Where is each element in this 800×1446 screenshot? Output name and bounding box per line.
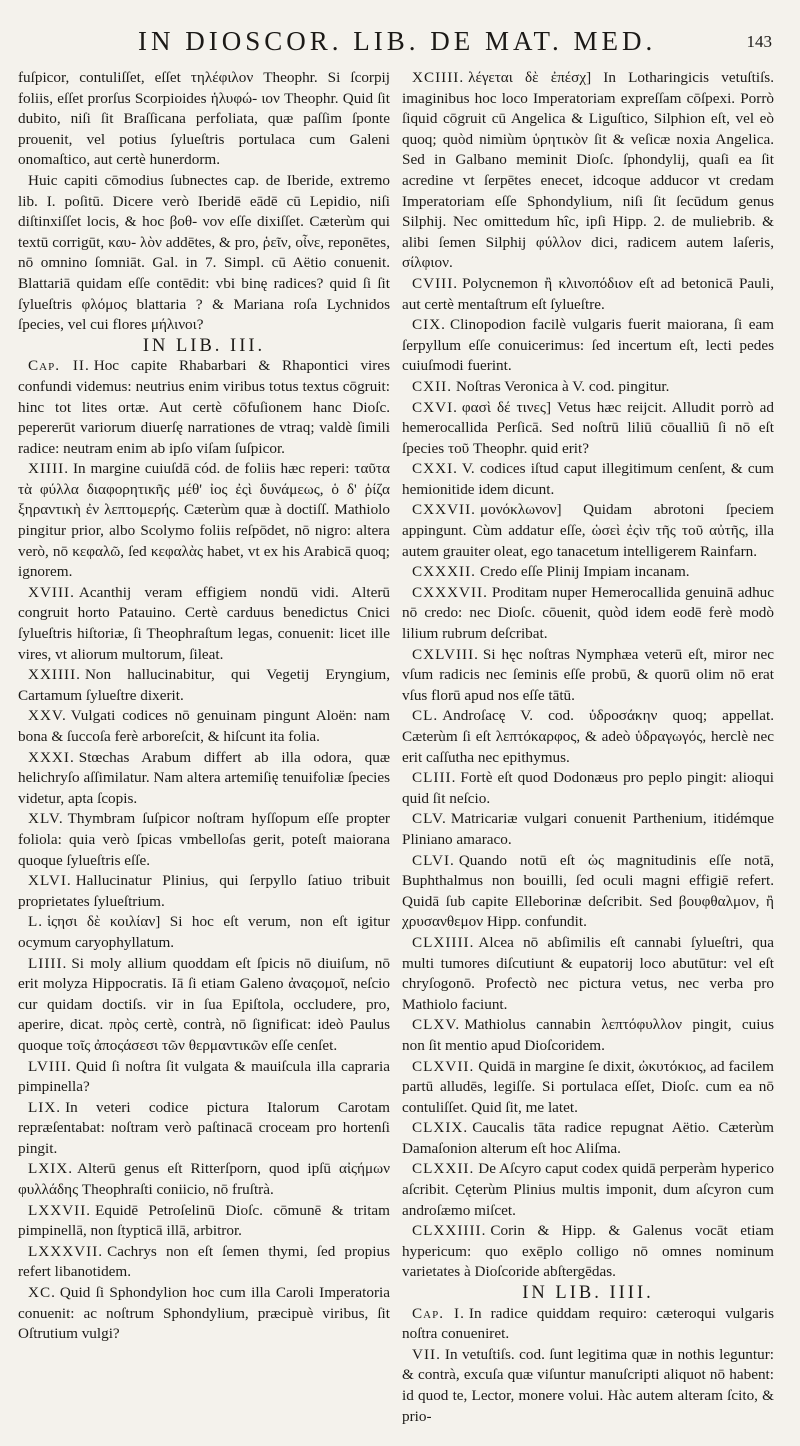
paragraph-text: φασὶ δέ τινες] Vetus hæc reijcit. Alludit porrò ad hemerocallida Perſicā. Sed noſtrū liliū cōualliū ſi nō eſt ſpecies τοῦ Theophr. quid erit? bbox=[402, 398, 774, 457]
chapter-number: LIIII. bbox=[28, 954, 68, 972]
chapter-number: CXXXVII. bbox=[412, 583, 488, 601]
chapter-number: CLXXII. bbox=[412, 1160, 475, 1178]
chapter-number: CLVI. bbox=[412, 851, 455, 869]
paragraph-text: Noſtras Veronica à V. cod. pingitur. bbox=[456, 377, 670, 395]
chapter-number: CXVI. bbox=[412, 398, 458, 416]
paragraph-text: Alcea nō abſimilis eſt cannabi ſylueſtri, qua multi tumores diſcutiunt & eupatorij loco abutūtur: vel eſt chryſogonō. Profectò nec pictura vetus, nec verba pro Mathiolo faciunt. bbox=[402, 933, 774, 1013]
paragraph-text: Fortè eſt quod Dodonæus pro peplo pingit: alioqui quid ſit neſcio. bbox=[402, 769, 774, 807]
annotation-paragraph bbox=[18, 871, 390, 912]
paragraph-text: μονόκλωνον] Quidam abrotoni ſpeciem appingunt. Cùm addatur eſſe, ὡσεὶ ἐςὶν τῆς τοῦ αὐτῆς, illa autem grauiter oleat, ego tanacetum intelligerem Rainfarn. bbox=[402, 501, 774, 560]
annotation-paragraph bbox=[18, 1057, 390, 1098]
chapter-number: XLV. bbox=[28, 810, 64, 828]
annotation-paragraph bbox=[18, 171, 390, 336]
page-number: 143 bbox=[746, 32, 772, 51]
annotation-paragraph bbox=[18, 748, 390, 810]
chapter-number: L. bbox=[28, 913, 44, 931]
paragraph-text: Equidē Petroſelinū Dioſc. cōmunē & tritam pimpinellā, non ſtypticā illā, arbitror. bbox=[18, 1201, 390, 1240]
paragraph-text: Corin & Hipp. & Galenus vocāt etiam hypericum: quo exēplo colligo nō omnes nominum varietates à Dioſcoride abſtergēdas. bbox=[402, 1222, 774, 1281]
annotation-paragraph bbox=[402, 1221, 774, 1283]
chapter-number: CVIII. bbox=[412, 274, 459, 292]
paragraph-text: De Aſcyro caput codex quidā perperàm hyperico aſcribit. Cęterùm Plinius multis imponit, dum aſcyron cum androſæmo miſcet. bbox=[402, 1160, 774, 1219]
paragraph-text: Proditam nuper Hemerocallida genuinā adhuc nō credo: nec Dioſc. cōuenit, quòd idem eodē ferè modò lilium rubrum deſcribat. bbox=[402, 583, 774, 643]
annotation-paragraph bbox=[402, 706, 774, 768]
chapter-number: LIX. bbox=[28, 1098, 62, 1116]
annotation-paragraph bbox=[18, 356, 390, 459]
chapter-number: CXXXII. bbox=[412, 563, 476, 581]
annotation-paragraph bbox=[402, 398, 774, 460]
paragraph-text: Hoc capite Rhabarbari & Rhapontici vires confundi videmus: neutrius enim viribus totus textus cōgruit: hinc tot lites ortæ. Aut certè cōfuſionem hanc Dioſc. pepererūt variorum diuerſę narrationes de vtraq; valdè ſimili radice: neutram enim ab ipſo viſam ſuſpicor. bbox=[18, 357, 390, 457]
annotation-paragraph bbox=[18, 1201, 390, 1242]
chapter-number: VII. bbox=[412, 1345, 441, 1363]
paragraph-text: V. codices iſtud caput illegitimum cenſent, & cum hemionitide idem dicunt. bbox=[402, 460, 774, 498]
paragraph-text: fuſpicor, contuliſſet, eſſet τηλέφιλον Theophr. Si ſcorpij foliis, eſſet prorſus Scorpioides ἡλυφώ- ιον Theophr. Quid ſit dubito, niſi ſit Braſſicana perfoliata, quæ paſſim ſponte prouenit, vel potius ſylueſtris portulaca cum Galeni onomaſtico, aut certè hunerdorm. bbox=[18, 69, 390, 169]
chapter-number: CLXV. bbox=[412, 1016, 461, 1034]
annotation-paragraph bbox=[402, 809, 774, 850]
paragraph-text: Thymbram ſuſpicor noſtram hyſſopum eſſe propter foliola: quia verò ſpicas vmbelloſas gerit, poteſt maiorana quoque ſylueſtris eſſe. bbox=[18, 810, 390, 869]
chapter-number: LXIX. bbox=[28, 1160, 74, 1178]
paragraph-text: Mathiolus cannabin λεπτόφυλλον pingit, cuius non ſit mentio apud Dioſcoridem. bbox=[402, 1016, 774, 1054]
chapter-number: XXXI. bbox=[28, 748, 75, 766]
annotation-paragraph bbox=[18, 459, 390, 583]
annotation-paragraph bbox=[402, 1345, 774, 1427]
paragraph-text: Vulgati codices nō genuinam pingunt Aloën: nam bona & ſuccoſa ferè arboreſcit, & hiſcunt ita folia. bbox=[18, 707, 390, 745]
paragraph-text: Quid ſi noſtra ſit vulgata & mauiſcula illa capraria pimpinella? bbox=[18, 1057, 390, 1096]
chapter-number: XXIIII. bbox=[28, 666, 81, 684]
chapter-number: CLXIX. bbox=[412, 1119, 469, 1137]
annotation-paragraph bbox=[18, 68, 390, 171]
running-head bbox=[18, 24, 774, 58]
paragraph-text: Hallucinatur Plinius, qui ſerpyllo ſatiuo tribuit proprietates ſylueſtrium. bbox=[18, 872, 390, 910]
annotation-paragraph bbox=[18, 809, 390, 871]
annotation-paragraph bbox=[402, 500, 774, 562]
annotation-paragraph bbox=[18, 1098, 390, 1160]
chapter-number: CLXXIIII. bbox=[412, 1222, 487, 1240]
paragraph-text: ἱςησι δὲ κοιλίαν] Si hoc eſt verum, non eſt igitur ocymum caryophyllatum. bbox=[18, 913, 390, 951]
annotation-paragraph bbox=[18, 583, 390, 665]
annotation-paragraph bbox=[402, 768, 774, 809]
annotation-paragraph bbox=[18, 1283, 390, 1345]
chapter-number: XLVI. bbox=[28, 872, 72, 890]
paragraph-text: Polycnemon ἢ κλινοπόδιον eſt ad betonicā Pauli, aut certè mentaſtrum eſt ſylueſtre. bbox=[402, 274, 774, 313]
annotation-paragraph bbox=[402, 1015, 774, 1056]
paragraph-text: Si hęc noſtras Nymphæa veterū eſt, miror nec vſum radicis nec ſeminis eſſe probū, & quorū olim nō erat vſus florū apud nos eſſe tātū. bbox=[402, 645, 774, 704]
chapter-number: XVIII. bbox=[28, 583, 75, 601]
paragraph-text: Stœchas Arabum differt ab illa odora, quæ helichryſo aſſimilatur. Nam altera artemiſię tenuifoliæ ſpecies videtur, apta ſcopis. bbox=[18, 748, 390, 807]
paragraph-text: Acanthij veram effigiem nondū vidi. Alterū congruit horto Patauino. Certè carduus benedictus Cnici ſylueſtris hiſtoriæ, ſi Theophraſtum legas, conuenit: licet ille vires, vt aliorum multorum, ſileat. bbox=[18, 583, 390, 663]
paragraph-text: Matricariæ vulgari conuenit Parthenium, itidémque Pliniano amaraco. bbox=[402, 810, 774, 848]
right-column bbox=[402, 68, 774, 1427]
annotation-paragraph bbox=[402, 315, 774, 377]
annotation-paragraph bbox=[402, 1118, 774, 1159]
chapter-number: CL. bbox=[412, 707, 439, 725]
paragraph-text: Quando notū eſt ὡς magnitudinis eſſe notā, Buphthalmus non bouilli, ſed oculi magni effigiē refert. Quidā ſub capite Elleborinæ deſcribit. Sed βουφθαλμον, ἢ χρυσανθεμον Hipp. confundit. bbox=[402, 851, 774, 931]
annotation-paragraph bbox=[18, 954, 390, 1057]
chapter-number: LXXXVII. bbox=[28, 1242, 104, 1260]
paragraph-text: Huic capiti cōmodius ſubnectes cap. de Iberide, extremo lib. I. poſitū. Dicere verò Iberidē eādē cū Lepidio, niſi diſtinxiſſet locis, & hoc βοθ- νον eſſe dixiſſet. Cæterùm qui textū corrigūt, καυ- λὸν addētes, & pro, ῥεῖν, οἶνε, reponētes, nō omnino ſomniāt. Gal. in 7. Simpl. cū Aëtio conuenit. Blattariā quidam eſſe contēdit: vbi binę radices? quid ſi ſit ſylueſtris φλόμος blattaria ? & Mariana roſa Lychnidos ſpecies, vel cui flores μήλινοι? bbox=[18, 171, 390, 334]
text-columns bbox=[18, 68, 774, 1427]
chapter-number: CXXI. bbox=[412, 460, 458, 478]
paragraph-text: Quidā in margine ſe dixit, ὠκυτόκιος, ad facilem partū alludēs, legiſſe. Si portulaca eſſet, Dioſc. cum ea nō contuliſſet. Quid ſit, me latet. bbox=[402, 1057, 774, 1116]
annotation-paragraph bbox=[402, 1057, 774, 1119]
chapter-number: Cap. II. bbox=[28, 357, 90, 375]
paragraph-text: Credo eſſe Plinij Impiam incanam. bbox=[479, 563, 690, 581]
annotation-paragraph bbox=[402, 1159, 774, 1221]
chapter-number: LXXVII. bbox=[28, 1201, 92, 1219]
chapter-number: CXII. bbox=[412, 377, 453, 395]
section-heading: IN LIB. IIII. bbox=[522, 1283, 654, 1304]
paragraph-text: In veteri codice pictura Italorum Carotam repræſentabat: noſtram verò paſtinacā croceam pro hortenſi pingit. bbox=[18, 1098, 390, 1157]
paragraph-text: λέγεται δὲ ἐπέσχ] In Lotharingicis vetuſtiſs. imaginibus hoc loco Imperatoriam expreſſam cōſpexi. Porrò ſiquid cōgruit cū Angelica & Liguſtico, Silphion eſt, vel eò quoq; quòd nimiùm ὑρητικὸν ſit & veſicæ noxia Angelica. Sed in Galbano meminit Dioſc. ſphondylij, quaſi ea ſit acredine vt ſerpētes enecet, idcoque adducor vt credam Imperatoriam eſſe Sphondylium, niſi ſit ſecūdum genus Silphij. Nec omittedum hîc, ipſi Hipp. 2. de muliebrib. & alibi ſemen Silphij φύλλον dici, radicem autem laſeris, σίλφιον. bbox=[402, 69, 774, 272]
paragraph-text: Cachrys non eſt ſemen thymi, ſed propius refert libanotidem. bbox=[18, 1242, 390, 1281]
left-column bbox=[18, 68, 390, 1427]
chapter-number: LVIII. bbox=[28, 1057, 72, 1075]
paragraph-text: In vetuſtiſs. cod. ſunt legitima quæ in nothis leguntur: & contrà, excuſa quæ viſuntur manuſcripti aliquot nō habent: id quod te, Lector, monere volui. Hàc autem alteram ſcito, & prio- bbox=[402, 1345, 774, 1425]
annotation-paragraph bbox=[402, 274, 774, 315]
paragraph-text: Androſacę V. cod. ὑδροσάκην quoq; appellat. Cæterùm ſi eſt λεπτόκαρφος, & adeò ὑδραγωγός, herclè nec erit caſſutha nec epithymus. bbox=[402, 707, 774, 766]
chapter-number: CLV. bbox=[412, 810, 447, 828]
annotation-paragraph bbox=[18, 1159, 390, 1200]
chapter-number: XCIIII. bbox=[412, 69, 465, 86]
paragraph-text: Alterū genus eſt Ritterſporn, quod ipſū αἰςήμων φυλλάδης Theophraſti coniicio, nō fruſtrà. bbox=[18, 1160, 390, 1199]
annotation-paragraph bbox=[402, 459, 774, 500]
annotation-paragraph bbox=[18, 665, 390, 706]
chapter-number: CXXVII. bbox=[412, 501, 476, 519]
annotation-paragraph bbox=[402, 377, 774, 398]
annotation-paragraph bbox=[402, 851, 774, 933]
chapter-number: CXLVIII. bbox=[412, 645, 479, 663]
paragraph-text: Clinopodion facilè vulgaris fuerit maiorana, ſi eam ſerpyllum eſſe conuicerimus: ſed incertum eſt, lecti pedes cuiuſmodi fuerint. bbox=[402, 316, 774, 375]
chapter-number: XXV. bbox=[28, 707, 67, 725]
chapter-number: CLIII. bbox=[412, 769, 457, 787]
annotation-paragraph bbox=[18, 1242, 390, 1283]
paragraph-text: Si moly allium quoddam eſt ſpicis nō diuiſum, nō erit molyza Hippocratis. Iā ſi etiam Galeno ἀναςομοῖ, neſcio cur quidam doctiſs. vir in ſua Epiſtola, occludere, pro, aperire, dicat. πρὸς certè, contrà, nō ſignificat: ideò Paulus quoque τοῖς ἀποςάσεσι τῶν θερμαντικῶν eſſe cenſet. bbox=[18, 954, 390, 1054]
paragraph-text: In margine cuiuſdā cód. de foliis hæc reperi: ταῦτα τὰ φύλλα διαφορητικῆς μέθ' ἰος ἐςὶ δυνάμεως, ὁ δ' ῥίζα ξηραντικὴ ἐν λεπτομερής. Cæterùm quæ à doctiſſ. Mathiolo pingitur prior, albo Scolymo foliis reſpōdet, nō nigro: altera verò, nō κεφαλῶ, ſed κεφαλὰς habet, vt ex his Arabicā quoq; ignorem. bbox=[18, 460, 390, 581]
annotation-paragraph bbox=[402, 1304, 774, 1345]
annotation-paragraph bbox=[402, 583, 774, 645]
chapter-number: Cap. I. bbox=[412, 1304, 465, 1322]
section-heading: IN LIB. III. bbox=[142, 335, 266, 356]
annotation-paragraph bbox=[402, 645, 774, 707]
annotation-paragraph bbox=[18, 706, 390, 747]
annotation-paragraph bbox=[402, 933, 774, 1015]
chapter-number: XC. bbox=[28, 1284, 56, 1302]
paragraph-text: In radice quiddam requiro: cæteroqui vulgaris noſtra conueniret. bbox=[402, 1304, 774, 1343]
running-title: IN DIOSCOR. LIB. DE MAT. MED. bbox=[138, 26, 657, 56]
annotation-paragraph bbox=[18, 912, 390, 953]
chapter-number: XIIII. bbox=[28, 460, 69, 478]
chapter-number: CLXIIII. bbox=[412, 933, 475, 951]
chapter-number: CLXVII. bbox=[412, 1057, 475, 1075]
annotation-paragraph bbox=[402, 68, 774, 274]
paragraph-text: Non hallucinabitur, qui Vegetij Eryngium, Cartamum ſylueſtre dixerit. bbox=[18, 666, 390, 704]
paragraph-text: Quid ſi Sphondylion hoc cum illa Caroli Imperatoria conuenit: ac noſtrum Sphondylium, præcipuè viribus, ſit Oſtrutium vulgi? bbox=[18, 1284, 390, 1343]
paragraph-text: Caucalis tāta radice repugnat Aëtio. Cæterùm Damaſonion alterum eſt hoc Aliſma. bbox=[402, 1119, 774, 1157]
annotation-paragraph bbox=[402, 562, 774, 583]
chapter-number: CIX. bbox=[412, 316, 446, 334]
